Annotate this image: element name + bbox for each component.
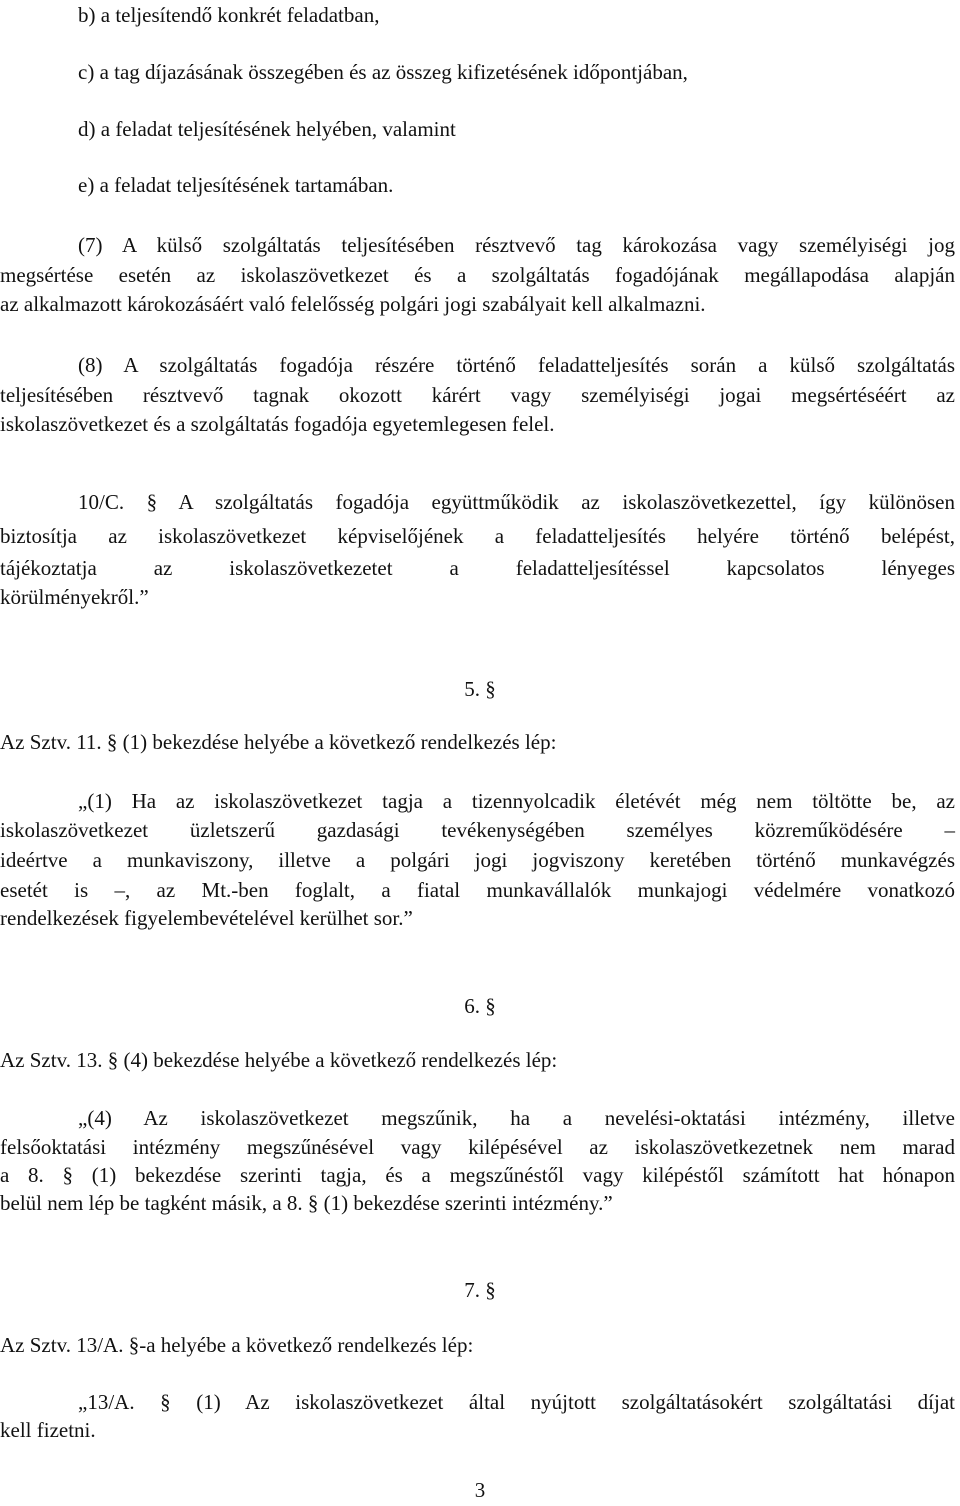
section-7-intro: Az Sztv. 13/A. §-a helyébe a következő rendelkezés lép: xyxy=(0,1333,474,1357)
para8-line-1: (8) A szolgáltatás fogadója részére történő feladatteljesítés során a külső szolgáltatás xyxy=(78,353,955,377)
para7-line-3: az alkalmazott károkozásáért való felelősség polgári jogi szabályait kell alkalmazni. xyxy=(0,292,706,316)
para7-line-1: (7) A külső szolgáltatás teljesítésében résztvevő tag károkozása vagy személyiségi jog xyxy=(78,233,955,257)
page-number: 3 xyxy=(474,1478,486,1502)
para10c-line-3: tájékoztatja az iskolaszövetkezetet a feladatteljesítéssel kapcsolatos lényeges xyxy=(0,556,955,580)
section-5-line-4: esetét is –, az Mt.-ben foglalt, a fiatal munkavállalók munkajogi védelmére vonatkozó xyxy=(0,878,955,902)
section-7-line-1: „13/A. § (1) Az iskolaszövetkezet által nyújtott szolgáltatásokért szolgáltatási díjat xyxy=(78,1390,955,1414)
list-item-d: d) a feladat teljesítésének helyében, valamint xyxy=(78,117,456,141)
section-7-heading: 7. § xyxy=(464,1278,496,1302)
para10c-line-1: 10/C. § A szolgáltatás fogadója együttműködik az iskolaszövetkezettel, így különösen xyxy=(78,490,955,514)
section-5-line-1: „(1) Ha az iskolaszövetkezet tagja a tizennyolcadik életévét még nem töltötte be, az xyxy=(78,789,955,813)
section-5-heading: 5. § xyxy=(464,677,496,701)
section-6-heading: 6. § xyxy=(464,994,496,1018)
para8-line-2: teljesítésében résztvevő tagnak okozott kárért vagy személyiségi jogai megsértéséért az xyxy=(0,383,955,407)
section-5-line-2: iskolaszövetkezet üzletszerű gazdasági tevékenységében személyes közreműködésére – xyxy=(0,818,955,842)
section-6-intro: Az Sztv. 13. § (4) bekezdése helyébe a következő rendelkezés lép: xyxy=(0,1048,558,1072)
para10c-line-2: biztosítja az iskolaszövetkezet képviselőjének a feladatteljesítés helyére történő belépést, xyxy=(0,524,955,548)
section-5-line-5: rendelkezések figyelembevételével kerülhet sor.” xyxy=(0,906,413,930)
section-5-intro: Az Sztv. 11. § (1) bekezdése helyébe a következő rendelkezés lép: xyxy=(0,730,557,754)
list-item-e: e) a feladat teljesítésének tartamában. xyxy=(78,173,394,197)
section-6-line-1: „(4) Az iskolaszövetkezet megszűnik, ha a nevelési-oktatási intézmény, illetve xyxy=(78,1106,955,1130)
para7-line-2: megsértése esetén az iskolaszövetkezet és a szolgáltatás fogadójának megállapodása alapján xyxy=(0,263,955,287)
section-6-line-2: felsőoktatási intézmény megszűnésével vagy kilépésével az iskolaszövetkezetnek nem marad xyxy=(0,1135,955,1159)
section-7-line-2: kell fizetni. xyxy=(0,1418,96,1442)
para8-line-3: iskolaszövetkezet és a szolgáltatás fogadója egyetemlegesen felel. xyxy=(0,412,555,436)
section-6-line-3: a 8. § (1) bekezdése szerinti tagja, és a megszűnéstől vagy kilépéstől számított hat hónapon xyxy=(0,1163,955,1187)
list-item-c: c) a tag díjazásának összegében és az összeg kifizetésének időpontjában, xyxy=(78,60,688,84)
section-6-line-4: belül nem lép be tagként másik, a 8. § (1) bekezdése szerinti intézmény.” xyxy=(0,1191,613,1215)
section-5-line-3: ideértve a munkaviszony, illetve a polgári jogi jogviszony keretében történő munkavégzés xyxy=(0,848,955,872)
list-item-b: b) a teljesítendő konkrét feladatban, xyxy=(78,3,380,27)
para10c-line-4: körülményekről.” xyxy=(0,585,149,609)
